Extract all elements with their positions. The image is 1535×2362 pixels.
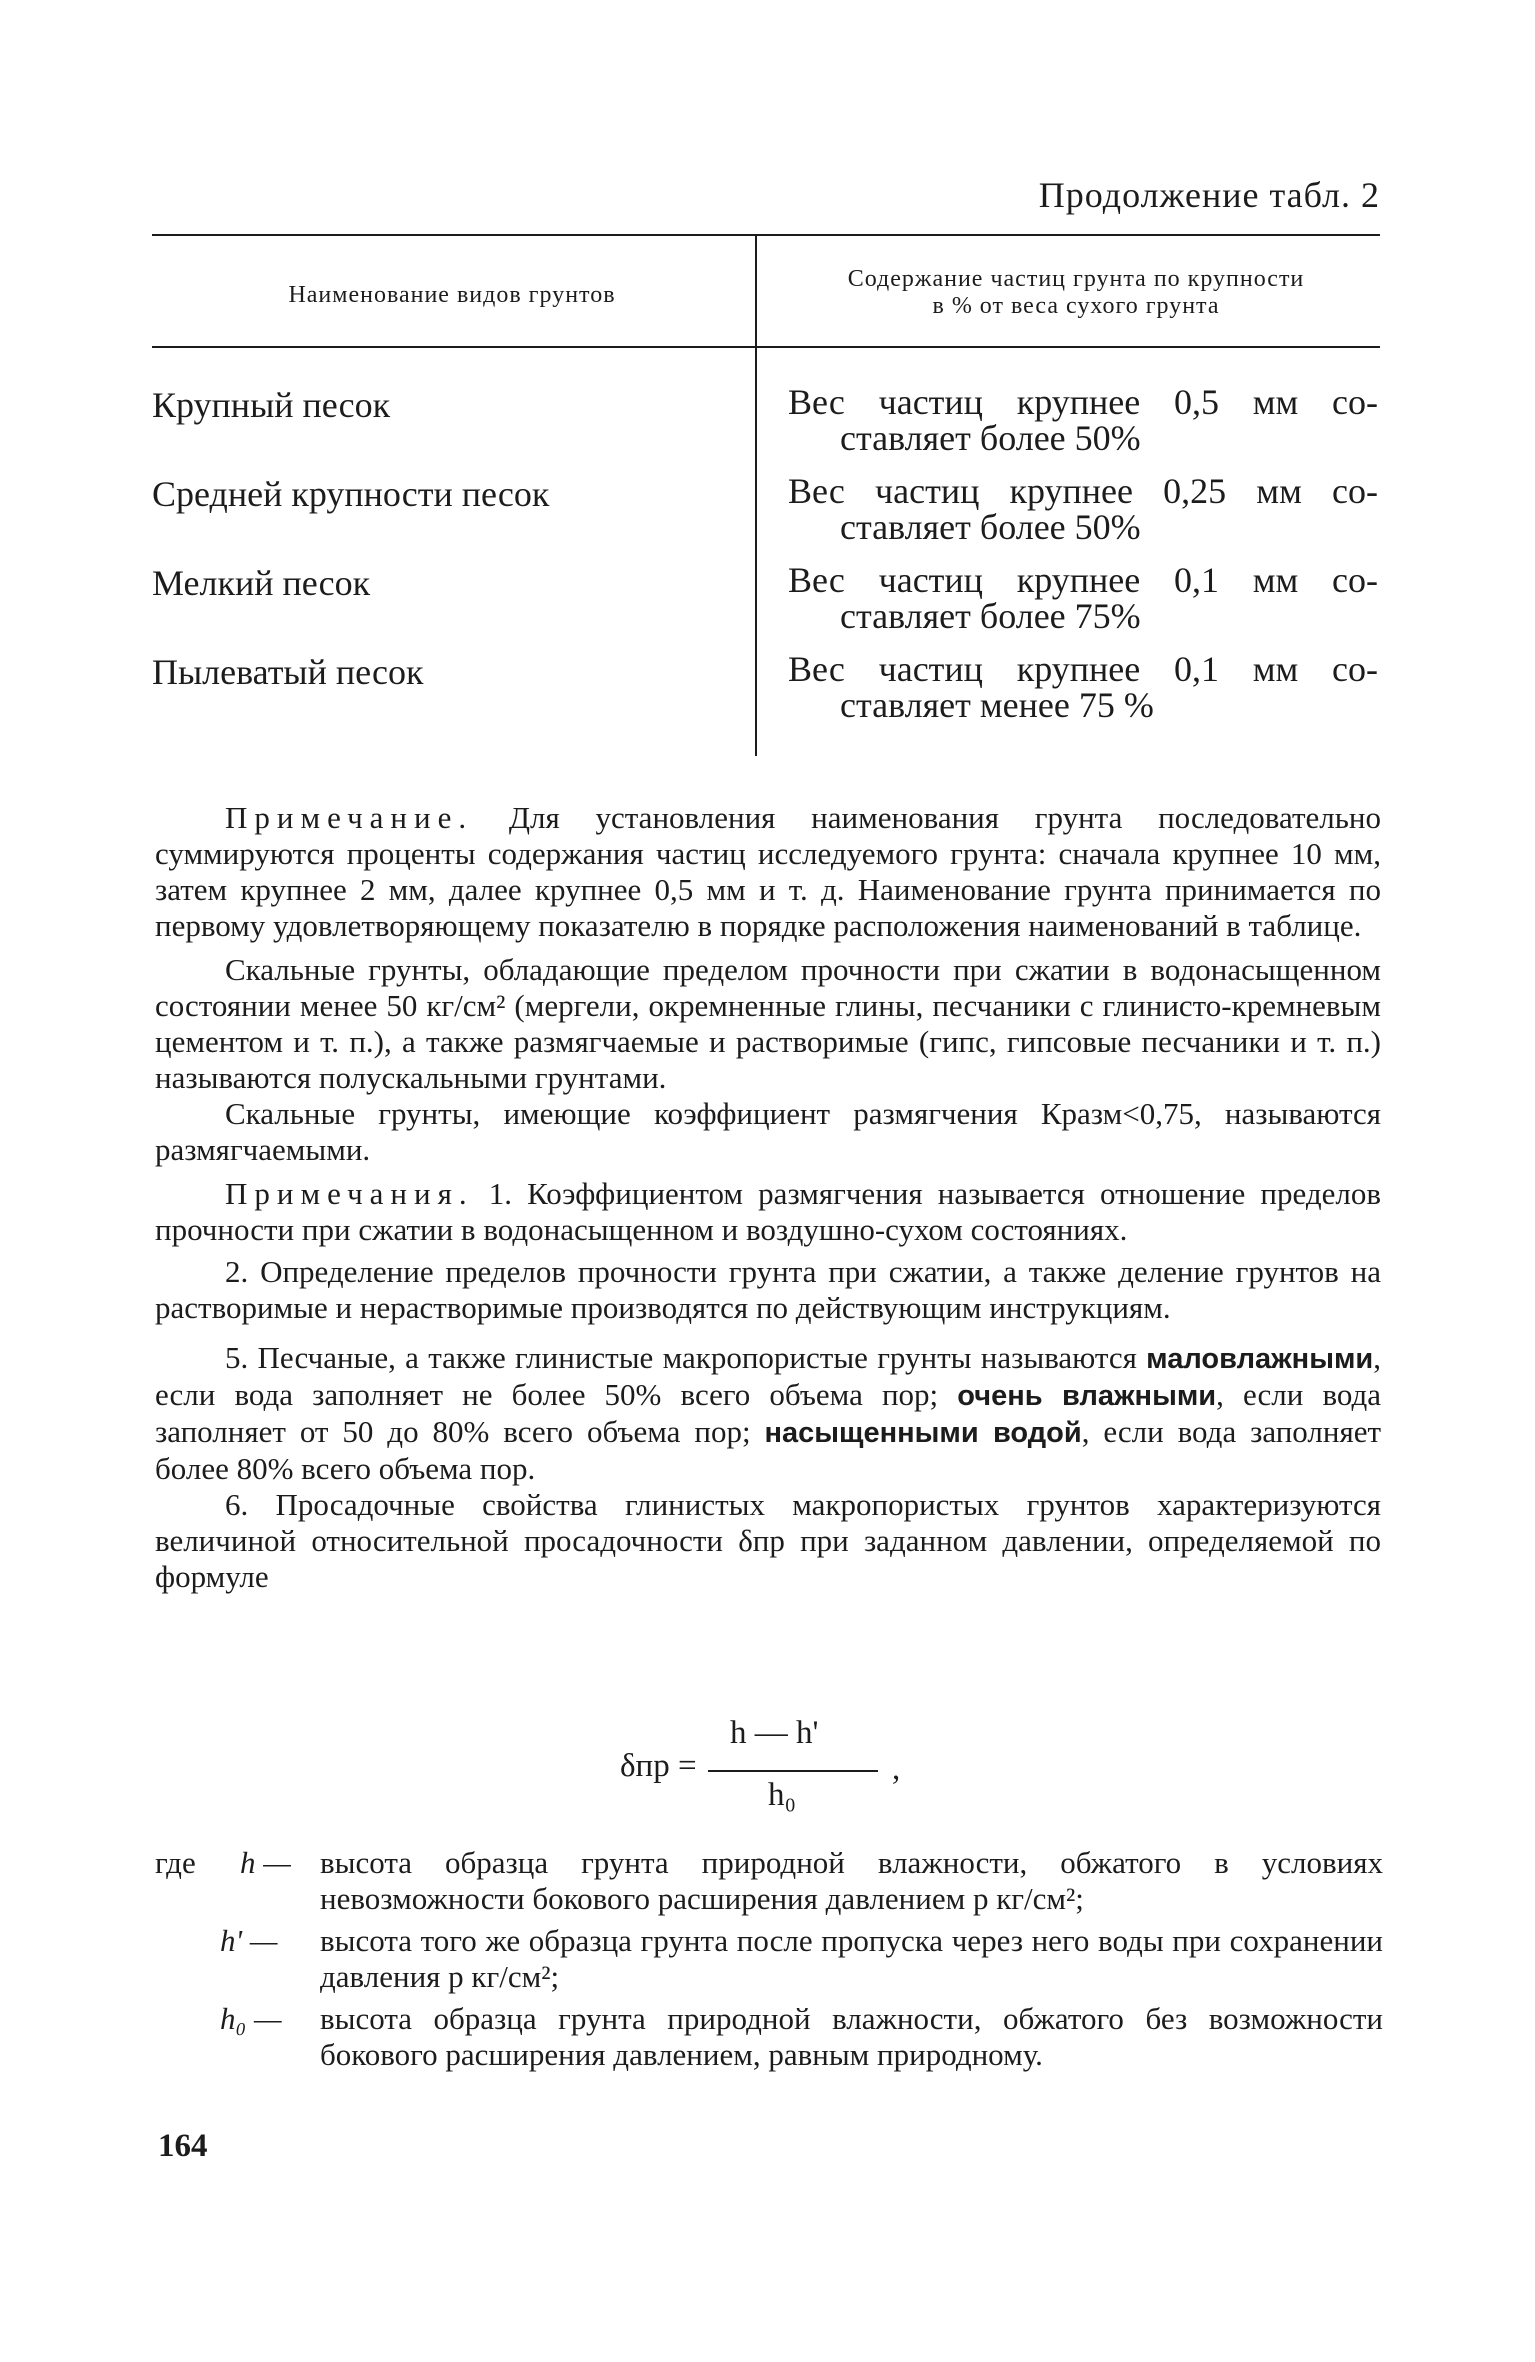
desc-line2: ставляет более 50% (840, 418, 1141, 458)
desc-line1: Вес частиц крупнее 0,25 мм со- (788, 471, 1378, 511)
note-text: Для установления наименования грунта последовательно суммируются проценты содержания частиц исследуемого грунта: сначала крупнее 10 мм, затем крупнее 2 мм, далее крупнее 0,5 мм и т. д. Наименование грунта принимается по первому удовлетворяющему показателю в порядке расположения наименований в таблице. (155, 800, 1381, 943)
definition-item (155, 1923, 1383, 1995)
definition-text: высота образца грунта природной влажности, обжатого без возможности бокового расширения давлением, равным природному. (320, 2001, 1383, 2072)
definition-text: высота того же образца грунта после пропуска через него воды при сохранении давления p кг/см²; (320, 1923, 1383, 1994)
desc-line1: Вес частиц крупнее 0,1 мм со- (788, 560, 1378, 600)
definition-symbol: h₀ — (220, 2001, 282, 2036)
term-very-moist: очень влажными (957, 1380, 1217, 1412)
table-header-rule (152, 346, 1380, 348)
table-top-rule (152, 234, 1380, 236)
definition-item (155, 1845, 1383, 1917)
term-low-moisture: маловлажными (1146, 1343, 1374, 1375)
definition-item (155, 2001, 1383, 2073)
desc-line2: ставляет более 75% (840, 596, 1141, 636)
table-row-desc (788, 562, 1378, 634)
desc-line2: ставляет более 50% (840, 507, 1141, 547)
section-5-intro: 5. Песчаные, а также глинистые макропористые грунты называются (225, 1340, 1137, 1375)
section-6: 6. Просадочные свойства глинистых макропористых грунтов характеризуются величиной относительной просадочности δпр при заданном давлении, определяемой по формуле (155, 1487, 1381, 1594)
table-row-desc (788, 473, 1378, 545)
column-header-name: Наименование видов грунтов (288, 282, 616, 308)
subsidence-formula (620, 1715, 960, 1825)
term-saturated: насыщенными водой (764, 1417, 1082, 1449)
notes-item-1 (155, 1176, 1381, 1248)
definitions-list (155, 1845, 1383, 2079)
formula-comma: , (892, 1751, 901, 1787)
notes-item-2: 2. Определение пределов прочности грунта при сжатии, а также деление грунтов на растворимые и нерастворимые производятся по действующим инструкциям. (155, 1254, 1381, 1325)
definition-symbol: h' — (220, 1923, 278, 1958)
definition-symbol: h — (240, 1845, 291, 1880)
definition-where: где (155, 1845, 196, 1880)
table-row-name: Пылеватый песок (152, 652, 424, 692)
note-label: Примечание. (225, 800, 474, 835)
desc-line1: Вес частиц крупнее 0,1 мм со- (788, 649, 1378, 689)
formula-denominator: h₀ (768, 1777, 797, 1813)
table-row-name: Мелкий песок (152, 563, 371, 603)
formula-lhs: δпр = (620, 1748, 697, 1784)
desc-line1: Вес частиц крупнее 0,5 мм со- (788, 382, 1378, 422)
notes-block (155, 1176, 1381, 1326)
main-text (155, 800, 1381, 1595)
column-header-content-line2: в % от веса сухого грунта (932, 293, 1220, 319)
desc-line2: ставляет менее 75 % (840, 685, 1154, 725)
table-row-name: Средней крупности песок (152, 474, 550, 514)
page-number: 164 (158, 2128, 208, 2164)
definition-text: высота образца грунта природной влажности, обжатого в условиях невозможности бокового расширения давлением p кг/см²; (320, 1845, 1383, 1916)
column-header-content (772, 266, 1380, 320)
table-row-desc (788, 651, 1378, 723)
column-header-content-line1: Содержание частиц грунта по крупности (847, 266, 1305, 292)
table-continuation-caption: Продолжение табл. 2 (1038, 175, 1380, 215)
section-5 (155, 1340, 1381, 1487)
notes-label: Примечания. (225, 1176, 474, 1211)
note-paragraph (155, 800, 1381, 944)
paragraph-semi-rock: Скальные грунты, обладающие пределом прочности при сжатии в водонасыщенном состоянии менее 50 кг/см² (мергели, окремненные глины, песчаники с глинисто-кремневым цементом и т. п.), а также размягчаемые и растворимые (гипс, гипсовые песчаники и т. п.) называются полускальными грунтами. (155, 952, 1381, 1095)
table-column-divider (755, 236, 757, 756)
section-5-text-2: , если вода заполняет от 50 до 80% всего объема пор; (155, 1377, 1382, 1449)
notes-item-1-text: 1. Коэффициентом размягчения называется отношение пределов прочности при сжатии в водонасыщенном и воздушно-сухом состояниях. (155, 1176, 1381, 1247)
soil-table (152, 224, 1380, 758)
fraction-bar (708, 1770, 878, 1772)
table-row-name: Крупный песок (152, 385, 391, 425)
section-5-text-3: , если вода заполняет более 80% всего объема пор. (155, 1414, 1382, 1486)
formula-numerator: h — h' (730, 1715, 819, 1751)
section-5-text-1: , если вода заполняет не более 50% всего объема пор; (155, 1340, 1381, 1412)
paragraph-softening: Скальные грунты, имеющие коэффициент размягчения Кразм<0,75, называются размягчаемыми. (155, 1096, 1381, 1167)
table-row-desc (788, 384, 1378, 456)
